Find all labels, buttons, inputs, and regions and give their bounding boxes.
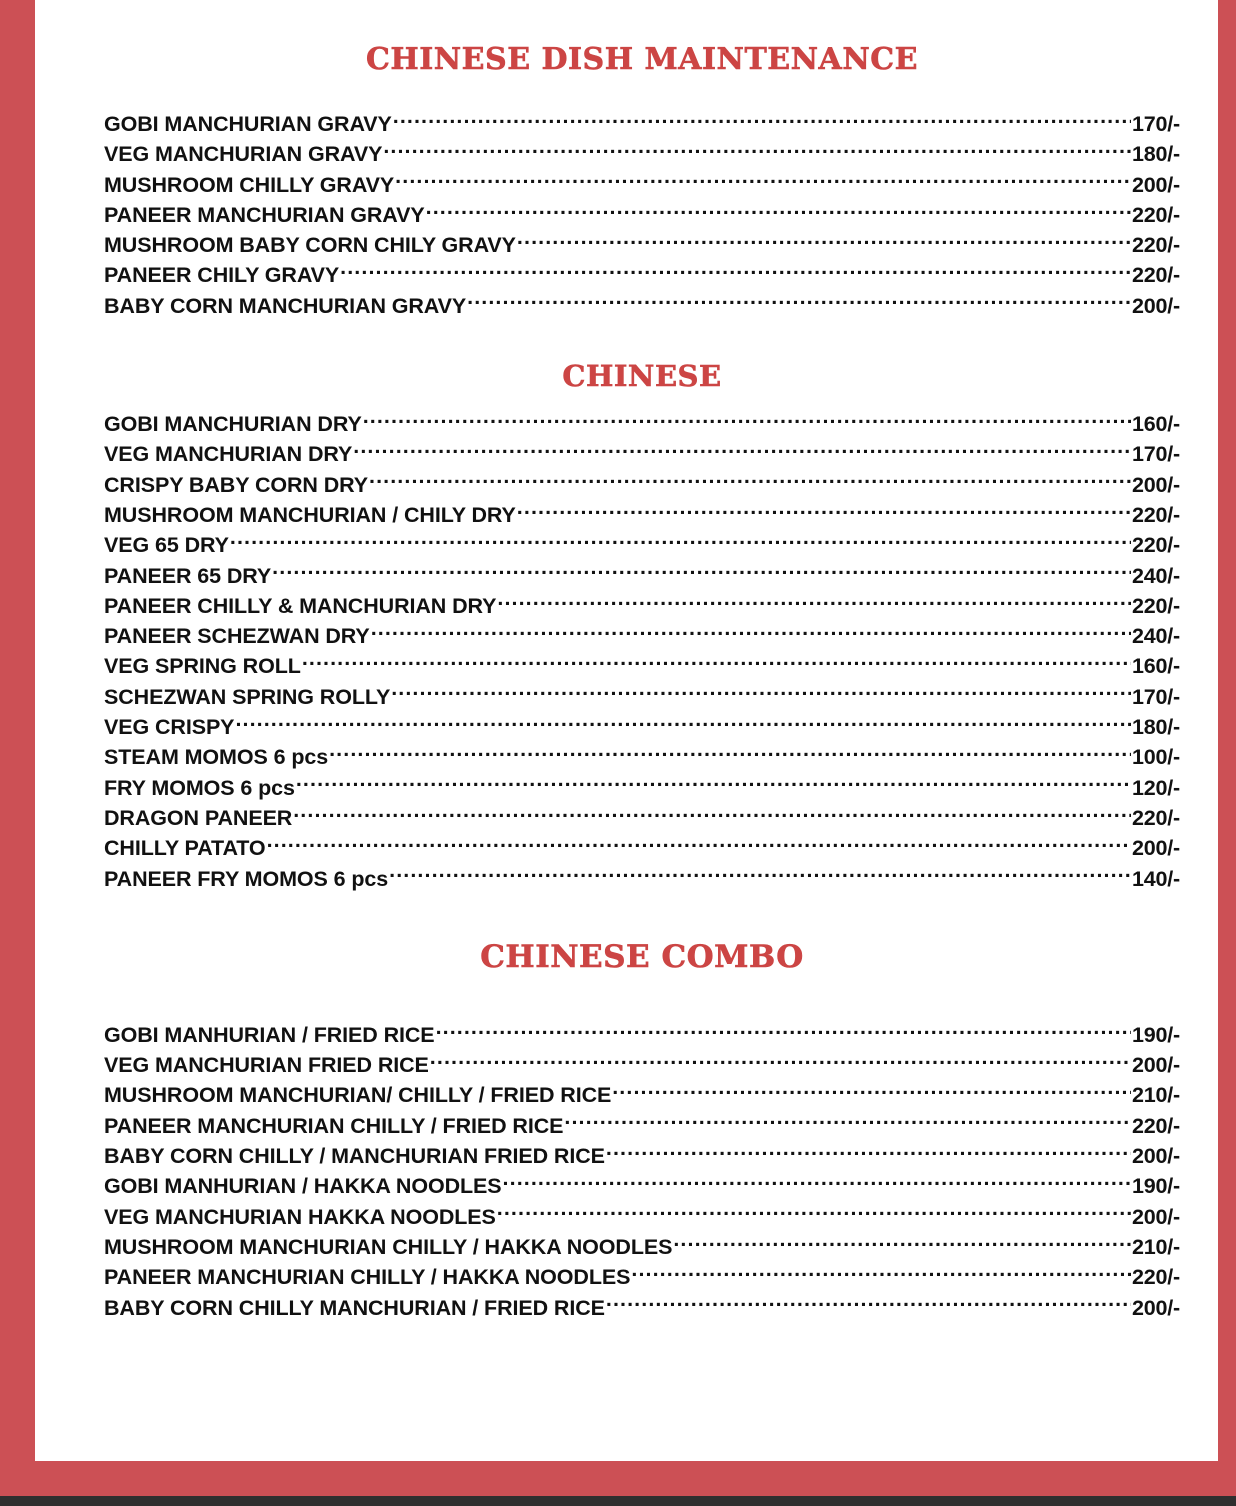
menu-item-price: 210/- <box>1131 1234 1180 1259</box>
dot-leader <box>606 1142 1131 1164</box>
menu-item-price: 200/- <box>1131 1204 1180 1229</box>
menu-item-row <box>104 439 1180 469</box>
menu-item-name: PANEER MANCHURIAN GRAVY <box>104 202 425 227</box>
menu-item-price: 220/- <box>1131 593 1180 618</box>
menu-item-price: 120/- <box>1131 775 1180 800</box>
menu-list-chinese-dish-maintenance <box>104 109 1180 321</box>
menu-item-name: MUSHROOM MANCHURIAN CHILLY / HAKKA NOODLES <box>104 1234 673 1259</box>
menu-item-row <box>104 409 1180 439</box>
dot-leader <box>389 864 1131 886</box>
menu-item-row <box>104 1020 1180 1050</box>
menu-item-row <box>104 230 1180 260</box>
menu-item-name: CHILLY PATATO <box>104 836 266 861</box>
dot-leader <box>517 500 1131 522</box>
section-title-chinese-combo: CHINESE COMBO <box>480 938 804 975</box>
menu-item-price: 200/- <box>1131 1053 1180 1078</box>
menu-item-price: 180/- <box>1131 715 1180 740</box>
menu-card <box>35 0 1218 1461</box>
bottom-strip <box>0 1496 1236 1506</box>
dot-leader <box>296 773 1131 795</box>
menu-item-price: 220/- <box>1131 533 1180 558</box>
menu-item-name: BABY CORN CHILLY MANCHURIAN / FRIED RICE <box>104 1295 605 1320</box>
menu-item-name: VEG MANCHURIAN DRY <box>104 442 353 467</box>
dot-leader <box>230 531 1131 553</box>
menu-item-price: 220/- <box>1131 1113 1180 1138</box>
dot-leader <box>340 261 1131 283</box>
menu-item-price: 170/- <box>1131 442 1180 467</box>
menu-item-row <box>104 109 1180 139</box>
dot-leader <box>503 1172 1131 1194</box>
menu-item-name: BABY CORN CHILLY / MANCHURIAN FRIED RICE <box>104 1144 605 1169</box>
dot-leader <box>393 110 1131 132</box>
menu-item-row <box>104 260 1180 290</box>
dot-leader <box>497 1202 1131 1224</box>
dot-leader <box>673 1232 1131 1254</box>
menu-item-name: PANEER MANCHURIAN CHILLY / FRIED RICE <box>104 1113 564 1138</box>
menu-item-price: 200/- <box>1131 172 1180 197</box>
menu-item-name: FRY MOMOS 6 pcs <box>104 775 295 800</box>
menu-item-price: 220/- <box>1131 502 1180 527</box>
menu-item-row <box>104 530 1180 560</box>
menu-item-row <box>104 773 1180 803</box>
menu-item-price: 210/- <box>1131 1083 1180 1108</box>
menu-item-row <box>104 470 1180 500</box>
dot-leader <box>606 1293 1131 1315</box>
menu-item-name: CRISPY BABY CORN DRY <box>104 472 369 497</box>
menu-item-price: 220/- <box>1131 233 1180 258</box>
menu-list-chinese-combo <box>104 1020 1180 1323</box>
menu-item-name: PANEER CHILLY & MANCHURIAN DRY <box>104 593 497 618</box>
menu-item-price: 200/- <box>1131 1144 1180 1169</box>
menu-item-price: 240/- <box>1131 624 1180 649</box>
menu-item-row <box>104 864 1180 894</box>
dot-leader <box>383 140 1131 162</box>
menu-item-row <box>104 651 1180 681</box>
dot-leader <box>302 652 1131 674</box>
dot-leader <box>329 743 1131 765</box>
menu-item-price: 220/- <box>1131 1265 1180 1290</box>
menu-item-row <box>104 1262 1180 1292</box>
menu-item-row <box>104 1111 1180 1141</box>
menu-item-price: 200/- <box>1131 293 1180 318</box>
dot-leader <box>436 1020 1131 1042</box>
menu-item-name: GOBI MANHURIAN / FRIED RICE <box>104 1022 435 1047</box>
dot-leader <box>363 410 1131 432</box>
menu-item-name: MUSHROOM BABY CORN CHILY GRAVY <box>104 233 516 258</box>
menu-item-row <box>104 621 1180 651</box>
section-title-chinese: CHINESE <box>562 359 722 394</box>
dot-leader <box>467 291 1131 313</box>
menu-item-row <box>104 1202 1180 1232</box>
menu-item-row <box>104 170 1180 200</box>
menu-item-name: MUSHROOM CHILLY GRAVY <box>104 172 395 197</box>
menu-item-name: BABY CORN MANCHURIAN GRAVY <box>104 293 467 318</box>
menu-item-name: VEG MANCHURIAN GRAVY <box>104 142 383 167</box>
menu-item-name: MUSHROOM MANCHURIAN / CHILY DRY <box>104 502 516 527</box>
dot-leader <box>293 803 1131 825</box>
menu-item-name: MUSHROOM MANCHURIAN/ CHILLY / FRIED RICE <box>104 1083 612 1108</box>
menu-list-chinese <box>104 409 1180 894</box>
dot-leader <box>631 1263 1131 1285</box>
menu-item-row <box>104 1141 1180 1171</box>
menu-item-price: 200/- <box>1131 472 1180 497</box>
dot-leader <box>267 834 1131 856</box>
menu-item-price: 220/- <box>1131 202 1180 227</box>
menu-item-price: 200/- <box>1131 1295 1180 1320</box>
menu-item-name: PANEER CHILY GRAVY <box>104 263 340 288</box>
menu-item-price: 190/- <box>1131 1174 1180 1199</box>
menu-item-row <box>104 591 1180 621</box>
menu-item-price: 200/- <box>1131 836 1180 861</box>
menu-item-row <box>104 561 1180 591</box>
menu-item-name: PANEER FRY MOMOS 6 pcs <box>104 866 389 891</box>
menu-item-row <box>104 712 1180 742</box>
dot-leader <box>612 1081 1131 1103</box>
menu-item-price: 100/- <box>1131 745 1180 770</box>
menu-item-row <box>104 1171 1180 1201</box>
menu-item-row <box>104 1232 1180 1262</box>
menu-item-price: 160/- <box>1131 654 1180 679</box>
menu-item-name: GOBI MANCHURIAN GRAVY <box>104 112 392 136</box>
menu-item-name: STEAM MOMOS 6 pcs <box>104 745 329 770</box>
dot-leader <box>497 591 1131 613</box>
menu-item-name: SCHEZWAN SPRING ROLLY <box>104 684 391 709</box>
menu-item-price: 190/- <box>1131 1022 1180 1047</box>
menu-item-price: 170/- <box>1131 112 1180 136</box>
menu-content <box>35 0 1218 1323</box>
dot-leader <box>369 470 1131 492</box>
menu-item-row <box>104 1080 1180 1110</box>
menu-item-name: PANEER 65 DRY <box>104 563 272 588</box>
dot-leader <box>272 561 1131 583</box>
dot-leader <box>426 200 1131 222</box>
menu-item-price: 240/- <box>1131 563 1180 588</box>
menu-item-row <box>104 291 1180 321</box>
menu-item-row <box>104 1293 1180 1323</box>
menu-item-name: GOBI MANCHURIAN DRY <box>104 412 362 437</box>
dot-leader <box>235 713 1131 735</box>
menu-item-name: VEG MANCHURIAN FRIED RICE <box>104 1053 429 1078</box>
menu-item-name: VEG CRISPY <box>104 715 235 740</box>
menu-item-row <box>104 682 1180 712</box>
dot-leader <box>430 1051 1131 1073</box>
dot-leader <box>391 682 1131 704</box>
dot-leader <box>371 622 1131 644</box>
menu-item-price: 220/- <box>1131 263 1180 288</box>
menu-item-price: 180/- <box>1131 142 1180 167</box>
dot-leader <box>395 170 1131 192</box>
menu-item-row <box>104 742 1180 772</box>
menu-item-price: 220/- <box>1131 805 1180 830</box>
menu-item-name: GOBI MANHURIAN / HAKKA NOODLES <box>104 1174 502 1199</box>
menu-item-row <box>104 139 1180 169</box>
menu-item-row <box>104 200 1180 230</box>
menu-item-name: VEG MANCHURIAN HAKKA NOODLES <box>104 1204 496 1229</box>
menu-item-row <box>104 803 1180 833</box>
menu-item-row <box>104 833 1180 863</box>
menu-item-name: PANEER MANCHURIAN CHILLY / HAKKA NOODLES <box>104 1265 631 1290</box>
menu-item-name: VEG 65 DRY <box>104 533 229 558</box>
dot-leader <box>517 231 1131 253</box>
menu-item-price: 170/- <box>1131 684 1180 709</box>
menu-item-name: PANEER SCHEZWAN DRY <box>104 624 370 649</box>
menu-item-row <box>104 1050 1180 1080</box>
dot-leader <box>564 1111 1131 1133</box>
menu-item-price: 140/- <box>1131 866 1180 891</box>
menu-item-name: VEG SPRING ROLL <box>104 654 301 679</box>
dot-leader <box>353 440 1131 462</box>
section-title-chinese-dish-maintenance: CHINESE DISH MAINTENANCE <box>365 42 918 77</box>
menu-item-row <box>104 500 1180 530</box>
menu-item-price: 160/- <box>1131 412 1180 437</box>
menu-item-name: DRAGON PANEER <box>104 805 293 830</box>
